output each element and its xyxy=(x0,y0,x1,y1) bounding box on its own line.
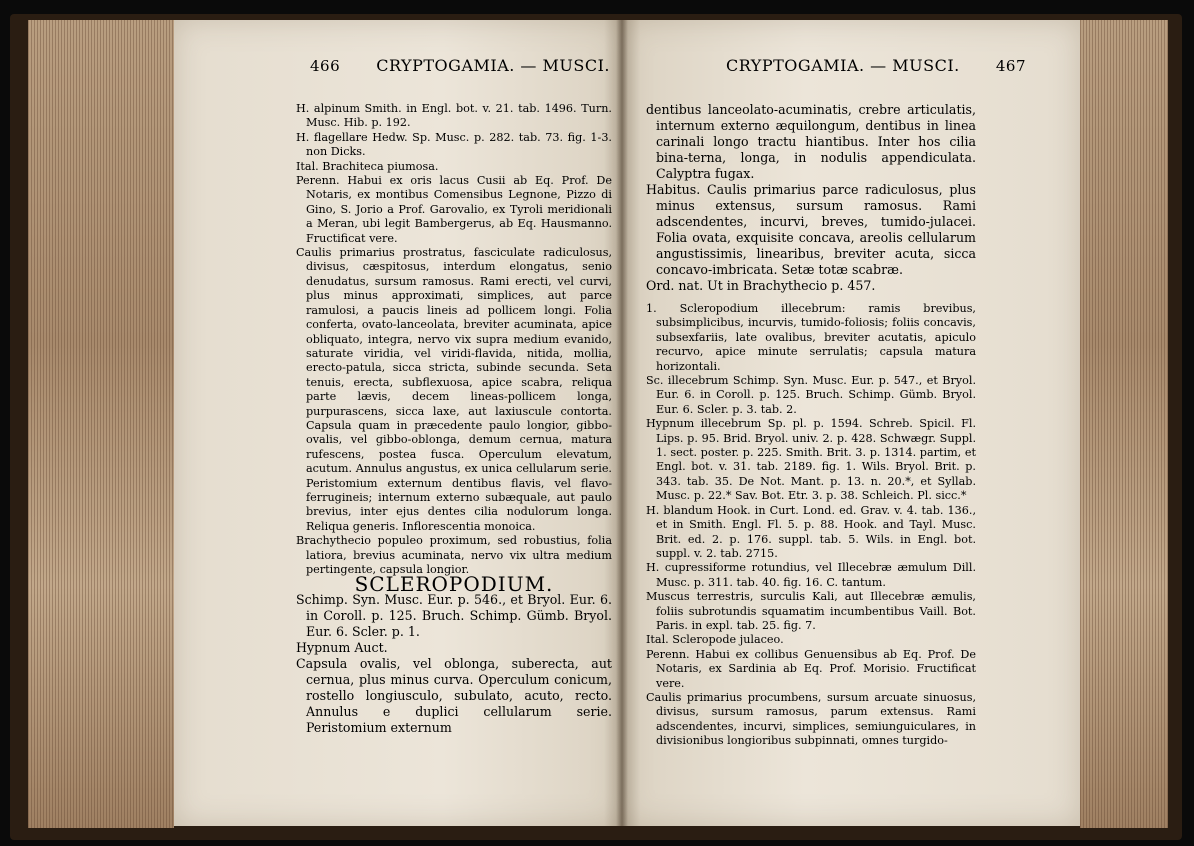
left-section-paragraph: Hypnum Auct. xyxy=(296,639,388,655)
right-paragraph: Hypnum illecebrum Sp. pl. p. 1594. Schreb. Spicil. Fl. Lips. p. 95. Brid. Bryol. univ. 2. p. 428. Schwægr. Suppl. 1. sect. poster. p. 225. Smith. Brit. 3. p. 1314. partim, et Engl. bot. v. 31. tab. 2189. fig. 1. Wils. Bryol. Brit. p. 343. tab. 35. De Not. Mant. p. 13. n. 20.*, et Syllab. Musc. p. 22.* Sav. Bot. Etr. 3. p. 38. Schleich. Pl. sicc.* xyxy=(646,417,976,503)
right-paragraph: Caulis primarius procumbens, sursum arcuate sinuosus, divisus, sursum ramosus, parum extensus. Rami adscendentes, incurvi, simplices, semiunguiculares, in divisionibus longioribus subpinnati, omnes turgido- xyxy=(646,690,976,748)
book-gutter xyxy=(616,20,628,826)
right-page-edges xyxy=(1080,20,1168,828)
section-title: SCLEROPODIUM. xyxy=(354,572,554,597)
right-paragraph: 1. Scleropodium illecebrum: ramis brevibus, subsimplicibus, incurvis, tumido-foliosis; foliis concavis, subsexfariis, late ovalibus, breviter acutatis, apiculo recurvo, apice minute serrulatis; capsula matura horizontali. xyxy=(646,302,976,373)
left-running-head xyxy=(310,56,610,78)
right-paragraph: Perenn. Habui ex collibus Genuensibus ab Eq. Prof. De Notaris, ex Sardinia ab Eq. Prof. Morisio. Fructificat vere. xyxy=(646,647,976,690)
right-paragraph: Muscus terrestris, surculis Kali, aut Illecebræ æmulis, foliis subrotundis squamatim incumbentibus Vaill. Bot. Paris. in expl. tab. 25. fig. 7. xyxy=(646,590,976,632)
left-paragraph: Ital. Brachiteca piumosa. xyxy=(296,159,439,173)
left-page-body xyxy=(296,102,612,736)
right-paragraph: Sc. illecebrum Schimp. Syn. Musc. Eur. p. 547., et Bryol. Eur. 6. in Coroll. p. 125. Bruch. Schimp. Gümb. Bryol. Eur. 6. Scler. p. 3. tab. 2. xyxy=(646,374,976,416)
left-paragraph: H. alpinum Smith. in Engl. bot. v. 21. tab. 1496. Turn. Musc. Hib. p. 192. xyxy=(296,102,612,130)
left-paragraph: Brachythecio populeo proximum, sed robustius, folia latiora, brevius acuminata, nervo vix ultra medium pertingente, capsula longior. xyxy=(296,534,612,576)
right-running-head xyxy=(726,56,1026,78)
left-section-paragraph: Capsula ovalis, vel oblonga, suberecta, aut cernua, plus minus curva. Operculum conicum, rostello longiusculo, subulato, acuto, recto. Annulus e duplici cellularum serie. Peristomium externum xyxy=(296,655,612,735)
left-paragraph: H. flagellare Hedw. Sp. Musc. p. 282. tab. 73. fig. 1-3. non Dicks. xyxy=(296,130,612,159)
right-paragraph: Ital. Scleropode julaceo. xyxy=(646,633,784,647)
left-paragraph: Caulis primarius prostratus, fasciculate radiculosus, divisus, cæspitosus, interdum elongatus, senio denudatus, sursum ramosus. Rami erecti, vel curvi, plus minus approximati, simplices, aut parce ramulosi, a paucis lineis ad pollicem longi. Folia conferta, ovato-lanceolata, breviter acuminata, apice obliquato, integra, nervo vix supra medium evanido, saturate viridia, vel viridi-flavida, nitida, mollia, erecto-patula, sicca stricta, subinde secunda. Seta tenuis, erecta, subflexuosa, apice scabra, reliqua parte lævis, decem lineas-pollicem longa, purpurascens, sicca laxe, aut laxiuscule contorta. Capsula quam in præcedente paulo longior, gibbo-ovalis, vel gibbo-oblonga, demum cernua, matura rufescens, postea fusca. Operculum elevatum, acutum. Annulus angustus, ex unica cellularum serie. Peristomium externum dentibus flavis, vel flavo-ferrugineis; internum externo subæquale, aut paulo brevius, inter ejus dentes cilia nodulorum longa. Reliqua generis. Inflorescentia monoica. xyxy=(296,246,612,533)
right-running-title: CRYPTOGAMIA. — MUSCI. xyxy=(726,56,960,75)
right-paragraph: H. cupressiforme rotundius, vel Illecebræ æmulum Dill. Musc. p. 311. tab. 40. fig. 16. C. tantum. xyxy=(646,561,976,589)
right-paragraph: H. blandum Hook. in Curt. Lond. ed. Grav. v. 4. tab. 136., et in Smith. Engl. Fl. 5. p. 88. Hook. and Tayl. Musc. Brit. ed. 2. p. 176. suppl. tab. 5. Wils. in Engl. bot. suppl. v. 2. tab. 2715. xyxy=(646,503,976,560)
left-running-title: CRYPTOGAMIA. — MUSCI. xyxy=(376,56,610,75)
left-section-paragraph: Schimp. Syn. Musc. Eur. p. 546., et Bryol. Eur. 6. in Coroll. p. 125. Bruch. Schimp. Gümb. Bryol. Eur. 6. Scler. p. 1. xyxy=(296,591,612,639)
right-page-number: 467 xyxy=(995,57,1026,75)
right-paragraph: Ord. nat. Ut in Brachythecio p. 457. xyxy=(646,278,876,293)
right-paragraph: dentibus lanceolato-acuminatis, crebre articulatis, internum externo æquilongum, dentibus in linea carinali longo tractu hiantibus. Inter hos cilia bina-terna, longa, in nodulis appendiculata. Calyptra fugax. xyxy=(646,102,976,181)
left-page-number: 466 xyxy=(310,57,341,75)
right-paragraph: Habitus. Caulis primarius parce radiculosus, plus minus extensus, sursum ramosus. Rami adscendentes, incurvi, breves, tumido-julacei. Folia ovata, exquisite concava, areolis cellularum angustissimis, linearibus, breviter acuta, sicca concavo-imbricata. Setæ totæ scabræ. xyxy=(646,182,976,277)
left-page-edges xyxy=(28,20,174,828)
right-page-body xyxy=(646,102,976,749)
left-paragraph: Perenn. Habui ex oris lacus Cusii ab Eq. Prof. De Notaris, ex montibus Comensibus Legnone, Pizzo di Gino, S. Jorio a Prof. Garovalio, ex Tyroli meridionali a Meran, ubi legit Bambergerus, ab Eq. Hausmanno. Fructificat vere. xyxy=(296,174,612,245)
